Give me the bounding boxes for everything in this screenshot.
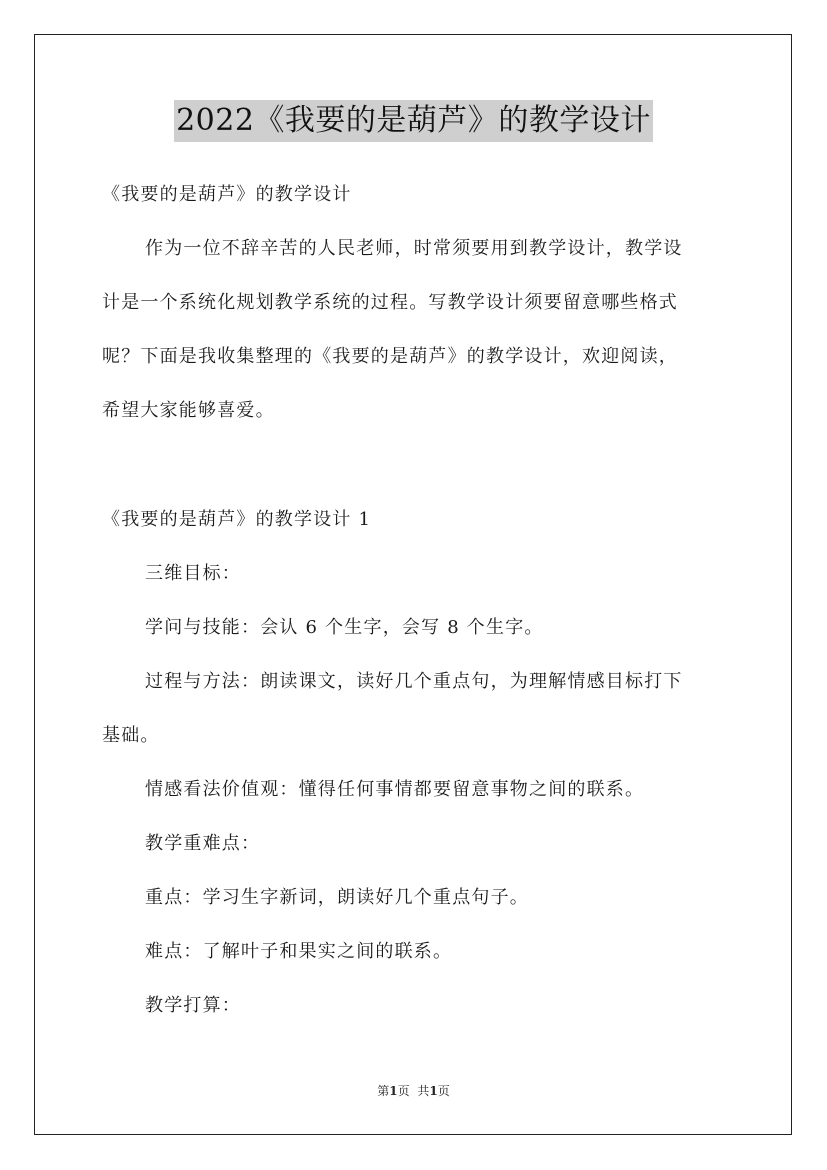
paragraph-line: 三维目标：	[145, 563, 241, 584]
paragraph-line: 教学重难点：	[145, 833, 261, 854]
document-title: 2022《我要的是葫芦》的教学设计	[174, 100, 653, 142]
paragraph-line: 计是一个系统化规划教学系统的过程。写教学设计须要留意哪些格式	[102, 292, 678, 313]
page-label-prefix: 第	[377, 1084, 390, 1098]
paragraph-line: 学问与技能：会认 6 个生字，会写 8 个生字。	[145, 617, 544, 638]
paragraph-line: 重点：学习生字新词，朗读好几个重点句子。	[145, 887, 529, 908]
total-label-suffix: 页	[437, 1084, 450, 1098]
section-heading: 《我要的是葫芦》的教学设计 1	[102, 509, 372, 530]
total-pages: 1	[429, 1084, 438, 1098]
paragraph-line: 过程与方法：朗读课文，读好几个重点句，为理解情感目标打下	[145, 671, 683, 692]
paragraph-line: 情感看法价值观：懂得任何事情都要留意事物之间的联系。	[145, 779, 645, 800]
total-label-prefix: 共	[417, 1084, 430, 1098]
title-container	[0, 100, 827, 142]
paragraph-line: 呢？下面是我收集整理的《我要的是葫芦》的教学设计，欢迎阅读，	[102, 346, 678, 367]
paragraph-line: 希望大家能够喜爱。	[102, 400, 275, 421]
page-footer	[0, 1083, 827, 1099]
doc-subtitle: 《我要的是葫芦》的教学设计	[102, 184, 352, 205]
paragraph-line: 作为一位不辞辛苦的人民老师，时常须要用到教学设计，教学设	[145, 238, 683, 259]
page-number: 1	[389, 1084, 398, 1098]
paragraph-line: 基础。	[102, 725, 160, 746]
page-label-suffix: 页	[397, 1084, 410, 1098]
paragraph-line: 难点：了解叶子和果实之间的联系。	[145, 941, 453, 962]
paragraph-line: 教学打算：	[145, 995, 241, 1016]
